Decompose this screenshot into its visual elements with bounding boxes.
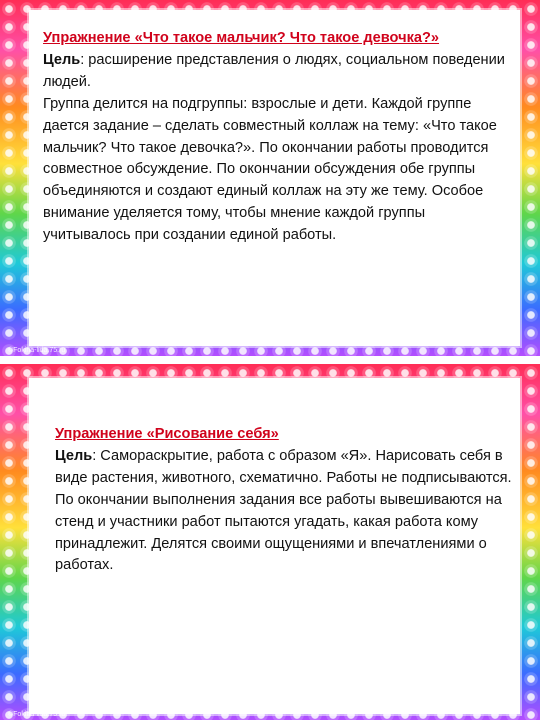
card-content-area xyxy=(33,14,516,342)
exercise-title: Упражнение «Рисование себя» xyxy=(55,426,279,442)
exercise-card-1 xyxy=(0,0,540,356)
exercise-description: Группа делится на подгруппы: взрослые и дети. Каждой группе дается задание – сделать совместный коллаж на тему: «Что такое мальчик? Что такое девочка?». По окончании работы проводится совместное обсуждение. По окончании обсуждения обе группы объединяются и создают единый коллаж на эту же тему. Особое внимание уделяется тому, чтобы мнение каждой группы учитывалось при создании единой работы. xyxy=(43,95,497,244)
watermark: ©Fokina-lida.75.ru xyxy=(8,711,66,718)
card-text xyxy=(55,424,512,577)
goal-label: Цель xyxy=(55,447,93,464)
card-content-area xyxy=(33,382,516,710)
watermark: ©Fokina-lida.75.ru xyxy=(8,347,66,354)
card-text xyxy=(43,28,510,247)
exercise-card-2 xyxy=(0,364,540,720)
exercise-title: Упражнение «Что такое мальчик? Что такое девочка?» xyxy=(43,30,440,46)
goal-text: : Самораскрытие, работа с образом «Я». Нарисовать себя в виде растения, животного, схематично. Работы не подписываются. По окончании выполнения задания все работы вывешиваются на стенд и участники работ пытаются угадать, какая работа кому принадлежит. Делятся своими ощущениями и впечатлениями о работах. xyxy=(55,447,512,574)
goal-text: : расширение представления о людях, социальном поведении людей. xyxy=(43,51,505,90)
goal-label: Цель xyxy=(43,51,81,68)
